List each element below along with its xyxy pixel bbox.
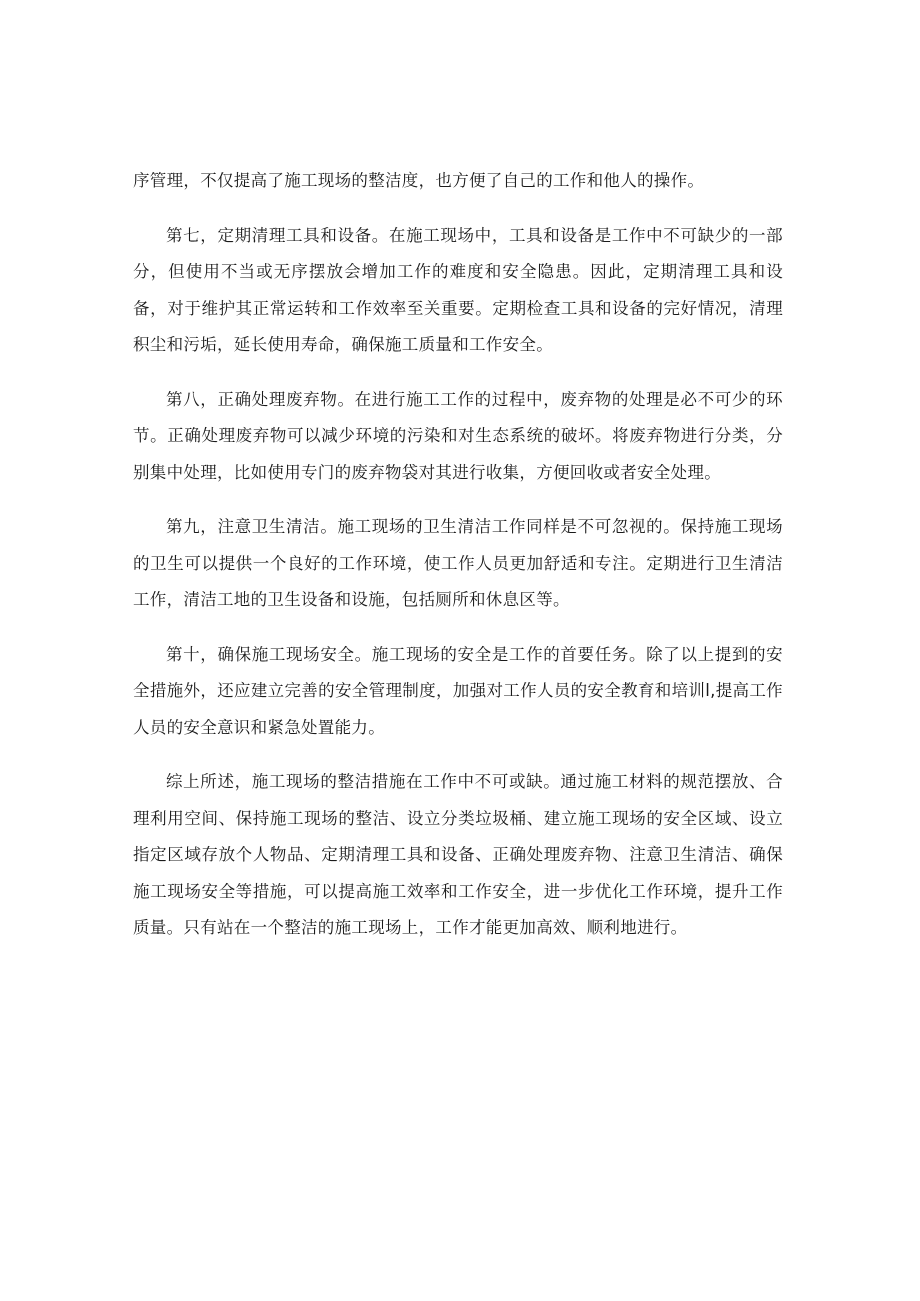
paragraph-seventh: 第七，定期清理工具和设备。在施工现场中，工具和设备是工作中不可缺少的一部分，但使用不当或无序摆放会增加工作的难度和安全隐患。因此，定期清理工具和设备，对于维护其正常运转和工作效率至关重要。定期检查工具和设备的完好情况，清理积尘和污垢，延长使用寿命，确保施工质量和工作安全。	[133, 225, 783, 354]
paragraph-conclusion: 综上所述，施工现场的整洁措施在工作中不可或缺。通过施工材料的规范摆放、合理利用空间、保持施工现场的整洁、设立分类垃圾桶、建立施工现场的安全区域、设立指定区域存放个人物品、定期清理工具和设备、正确处理废弃物、注意卫生清洁、确保施工现场安全等措施，可以提高施工效率和工作安全，进一步优化工作环境，提升工作质量。只有站在一个整洁的施工现场上，工作才能更加高效、顺利地进行。	[133, 772, 783, 937]
paragraph-continuation: 序管理，不仅提高了施工现场的整洁度，也方便了自己的工作和他人的操作。	[133, 171, 705, 190]
paragraph-ninth: 第九，注意卫生清洁。施工现场的卫生清洁工作同样是不可忽视的。保持施工现场的卫生可以提供一个良好的工作环境，使工作人员更加舒适和专注。定期进行卫生清洁工作，清洁工地的卫生设备和设施，包括厕所和休息区等。	[133, 517, 783, 609]
paragraph-eighth: 第八，正确处理废弃物。在进行施工工作的过程中，废弃物的处理是必不可少的环节。正确处理废弃物可以减少环境的污染和对生态系统的破坏。将废弃物进行分类，分别集中处理，比如使用专门的废弃物袋对其进行收集，方便回收或者安全处理。	[133, 389, 783, 482]
paragraph-tenth: 第十，确保施工现场安全。施工现场的安全是工作的首要任务。除了以上提到的安全措施外，还应建立完善的安全管理制度，加强对工作人员的安全教育和培训l,提高工作人员的安全意识和紧急处置能力。	[133, 644, 783, 737]
document-body	[133, 163, 783, 965]
